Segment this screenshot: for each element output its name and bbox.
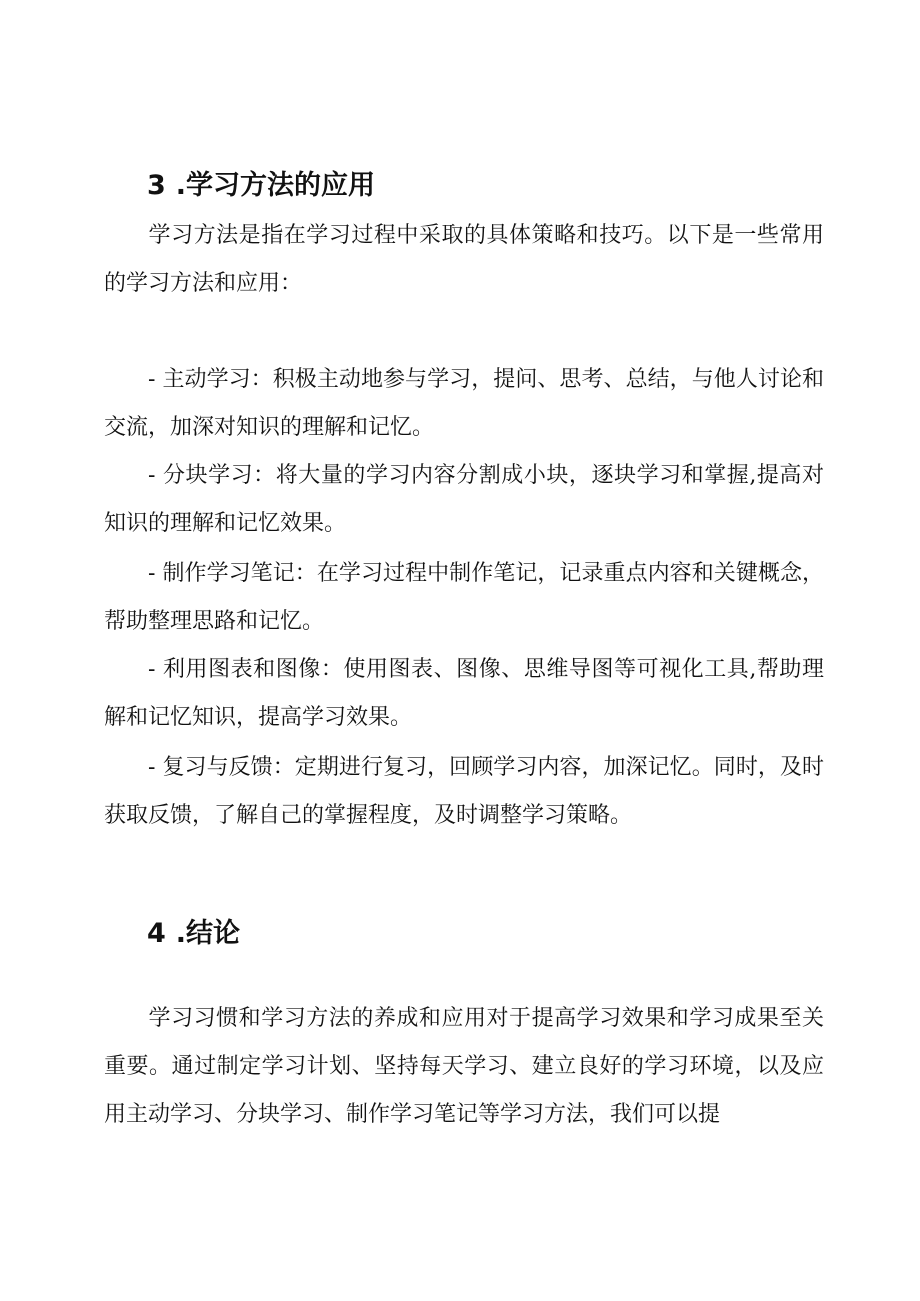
method-item-chunk-learning xyxy=(104,452,824,548)
section-4-heading xyxy=(147,916,240,952)
section-3-heading xyxy=(147,168,375,204)
method-item-text: - 分块学习：将大量的学习内容分割成小块，逐块学习和掌握,提高对知识的理解和记忆效果。 xyxy=(104,463,824,536)
method-item-charts-images xyxy=(104,646,824,742)
section-4-number: 4 xyxy=(147,918,166,949)
section-3-number: 3 xyxy=(147,170,166,201)
section-3-intro-text: 学习方法是指在学习过程中采取的具体策略和技巧。以下是一些常用的学习方法和应用： xyxy=(104,223,824,296)
section-3-intro-paragraph xyxy=(104,212,824,308)
method-item-text: - 复习与反馈：定期进行复习，回顾学习内容，加深记忆。同时，及时获取反馈，了解自己的掌握程度，及时调整学习策略。 xyxy=(104,755,824,828)
section-3-title: .学习方法的应用 xyxy=(175,170,376,201)
method-item-note-taking xyxy=(104,550,824,646)
method-item-text: - 主动学习：积极主动地参与学习，提问、思考、总结，与他人讨论和交流，加深对知识的理解和记忆。 xyxy=(104,367,824,440)
section-4-body-text: 学习习惯和学习方法的养成和应用对于提高学习效果和学习成果至关重要。通过制定学习计划、坚持每天学习、建立良好的学习环境，以及应用主动学习、分块学习、制作学习笔记等学习方法，我们可以提 xyxy=(104,1006,824,1127)
method-item-active-learning xyxy=(104,356,824,452)
method-item-text: - 制作学习笔记：在学习过程中制作笔记，记录重点内容和关键概念，帮助整理思路和记忆。 xyxy=(104,561,824,634)
section-4-body-paragraph xyxy=(104,995,824,1139)
section-4-title: .结论 xyxy=(175,918,241,949)
method-item-review-feedback xyxy=(104,744,824,840)
method-item-text: - 利用图表和图像：使用图表、图像、思维导图等可视化工具,帮助理解和记忆知识，提高学习效果。 xyxy=(104,657,824,730)
